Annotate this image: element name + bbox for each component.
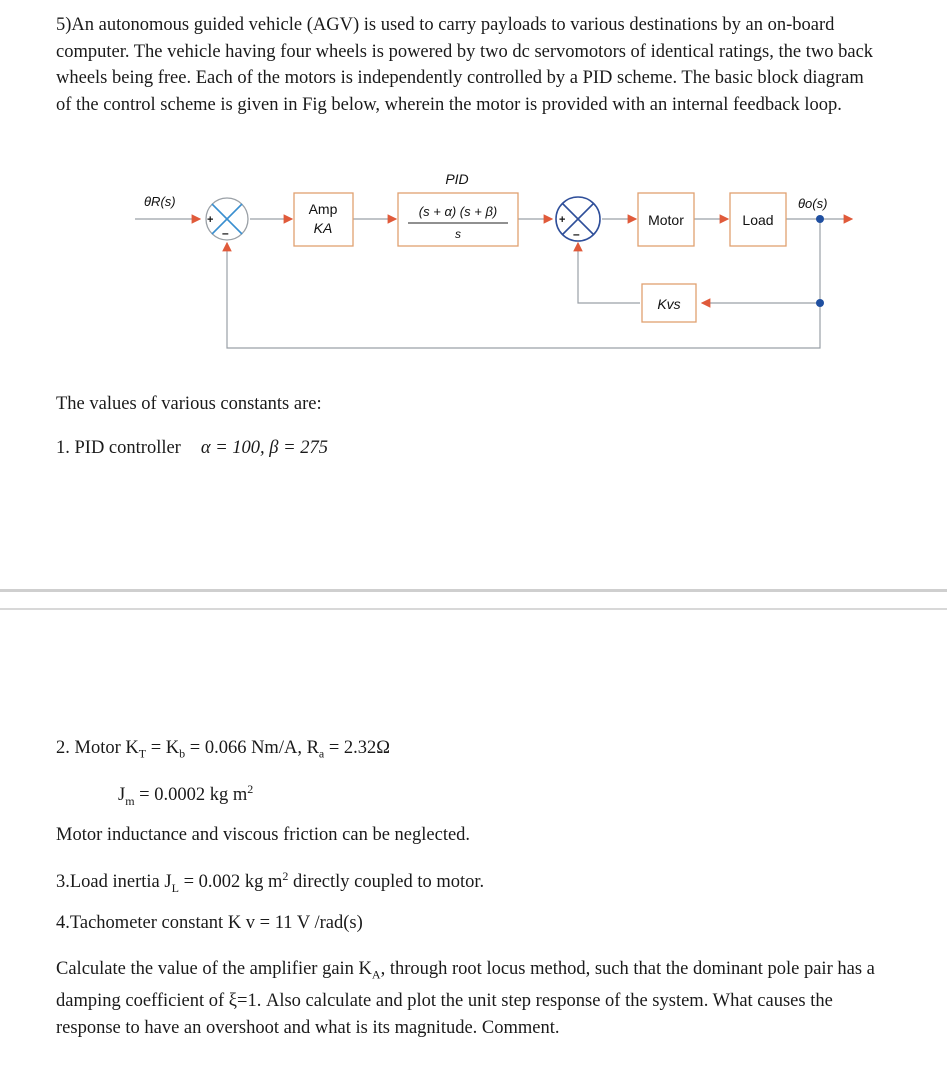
constants-heading: The values of various constants are: [56, 394, 322, 414]
motor-note: Motor inductance and viscous friction can be neglected. [56, 825, 471, 845]
output-takeoff-dot [816, 215, 824, 223]
summing-junction-2 [556, 197, 600, 241]
pid-constants-label: 1. PID controller [56, 438, 181, 458]
pid-numerator: (s + α) (s + β) [418, 204, 498, 219]
pid-constants-values: α = 100, β = 275 [200, 438, 329, 458]
pid-denominator: s [455, 227, 461, 241]
motor-inertia: $J_m = 0.0002$ kg $m^2$ [118, 782, 254, 808]
output-signal-label: θo(s) [798, 196, 828, 211]
input-signal-label: θR(s) [144, 194, 176, 209]
constant-item-4: 4.Tachometer constant K v = 11 V /rad(s) [56, 913, 363, 933]
summing-junction-1 [206, 198, 248, 240]
tacho-label: Kvs [657, 296, 681, 312]
page-separator [0, 589, 947, 592]
task-statement: Calculate the value of the amplifier gain $K_A$, through root locus method, such that the dominant pole pair has a damping coefficient of ξ=1. Also calculate and plot the unit step response of the system. What causes the response to have an overshoot and what is its magnitude. Comment. [56, 959, 875, 1038]
page-separator-2 [0, 608, 947, 610]
constant-item-1 [56, 438, 328, 459]
motor-label: Motor [648, 212, 684, 228]
problem-statement: 5)An autonomous guided vehicle (AGV) is used to carry payloads to various destinations by an on-board computer. The vehicle having four wheels is powered by two dc servomotors of identical ratings, the two back wheels being free. Each of the motors is independently controlled by a PID scheme. The basic block diagram of the control scheme is given in Fig below, wherein the motor is provided with an internal feedback loop. [56, 15, 874, 115]
constant-item-2: 2. Motor $K_T = K_b = 0.066$ Nm/A, $R_a = 2.32\Omega$ [56, 738, 391, 761]
block-diagram [0, 160, 947, 360]
load-label: Load [742, 212, 774, 228]
sum2-minus-sign: – [573, 227, 580, 241]
amp-label: Amp [308, 201, 338, 217]
amp-gain-label: KA [313, 220, 333, 236]
constant-item-3: 3.Load inertia $J_L = 0.002$ kg $m^2$ directly coupled to motor. [56, 869, 485, 895]
pid-title: PID [445, 171, 469, 187]
tacho-return-wire [578, 243, 640, 303]
sum2-plus-sign: + [559, 214, 566, 226]
sum1-plus-sign: + [207, 214, 214, 226]
sum1-minus-sign: – [222, 226, 229, 240]
tacho-takeoff-dot [816, 299, 824, 307]
